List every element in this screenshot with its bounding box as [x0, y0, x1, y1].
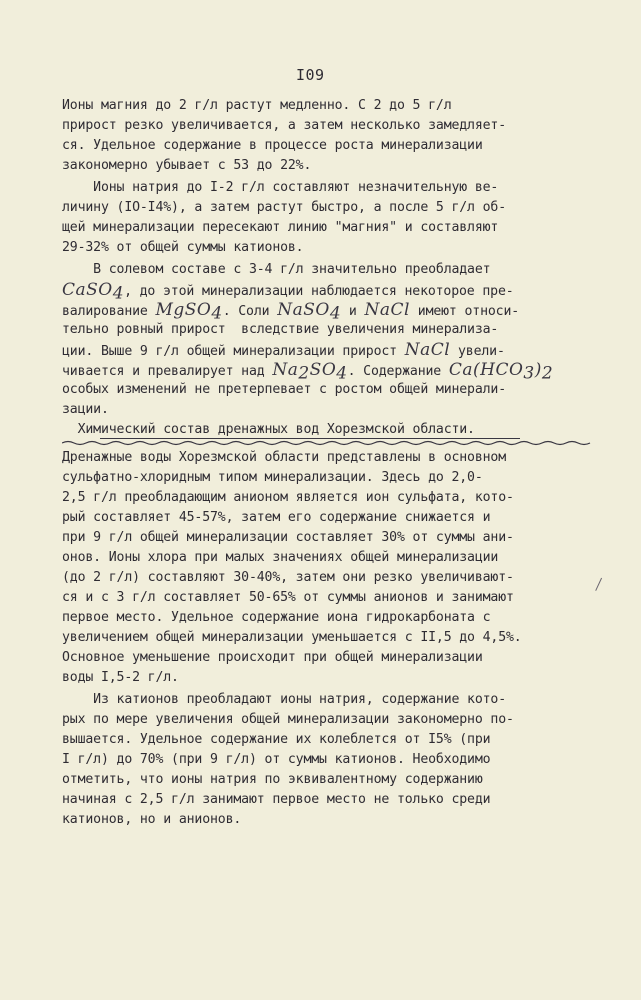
heading-underline	[100, 438, 520, 439]
text-segment: имеют относи-	[409, 304, 520, 319]
handwritten-formula: NaCl	[364, 300, 410, 320]
text-line: зации.	[62, 402, 109, 417]
text-line: первое место. Удельное содержание иона гидрокарбоната с	[62, 610, 491, 625]
text-segment: и	[341, 304, 365, 319]
text-line: закономерно убывает с 53 до 22%.	[62, 158, 312, 173]
text-line: Ионы натрия до I-2 г/л составляют незначительную ве-	[62, 180, 499, 195]
handwritten-formula: 2	[541, 363, 554, 384]
text-line: ся и с 3 г/л составляет 50-65% от суммы анионов и занимают	[62, 590, 514, 605]
handwritten-formula: 4	[211, 303, 223, 324]
text-line: отметить, что ионы натрия по эквивалентному содержанию	[62, 772, 483, 787]
handwritten-formula: 4	[112, 283, 125, 304]
text-line: щей минерализации пересекают линию "магния" и составляют	[62, 220, 499, 235]
text-segment: увели-	[450, 344, 505, 359]
handwritten-formula: )	[534, 360, 542, 380]
margin-mark	[595, 578, 605, 592]
text-line: при 9 г/л общей минерализации составляет 30% от суммы ани-	[62, 530, 514, 545]
handwritten-formula: Na	[272, 360, 299, 380]
text-line: 2,5 г/л преобладающим анионом является ион сульфата, кото-	[62, 490, 514, 505]
text-line: катионов, но и анионов.	[62, 812, 242, 827]
text-line: личину (IO-I4%), а затем растут быстро, а после 5 г/л об-	[62, 200, 507, 215]
text-line	[62, 340, 587, 362]
text-line: Химический состав дренажных вод Хорезмской области.	[62, 422, 475, 437]
text-line: Основное уменьшение происходит при общей минерализации	[62, 650, 483, 665]
text-line: прирост резко увеличивается, а затем несколько замедляет-	[62, 118, 507, 133]
text-segment: чивается и превалирует над	[62, 364, 273, 379]
page-number: I09	[296, 66, 325, 84]
handwritten-formula: 3	[523, 363, 535, 384]
text-segment: . Содержание	[347, 364, 449, 379]
text-line: Из катионов преобладают ионы натрия, содержание кото-	[62, 692, 507, 707]
handwritten-formula: 4	[336, 363, 348, 384]
text-segment: . Соли	[222, 304, 278, 319]
text-line: В солевом составе с 3-4 г/л значительно преобладает	[62, 262, 491, 277]
text-segment: , до этой минерализации наблюдается некоторое пре-	[124, 284, 514, 299]
handwritten-formula: 2	[298, 363, 310, 384]
text-line: тельно ровный прирост вследствие увеличения минерализа-	[62, 322, 499, 337]
text-line: вышается. Удельное содержание их колеблется от I5% (при	[62, 732, 491, 747]
text-line: воды I,5-2 г/л.	[62, 670, 179, 685]
text-line: 29-32% от общей суммы катионов.	[62, 240, 304, 255]
handwritten-formula: 4	[329, 303, 342, 324]
handwritten-formula: MgSO	[155, 300, 212, 320]
text-line: сульфатно-хлоридным типом минерализации. Здесь до 2,0-	[62, 470, 483, 485]
handwritten-formula: SO	[309, 360, 337, 380]
text-line: особых изменений не претерпевает с ростом общей минерали-	[62, 382, 507, 397]
text-line: I г/л) до 70% (при 9 г/л) от суммы катионов. Необходимо	[62, 752, 491, 767]
handwritten-formula: NaCl	[404, 340, 451, 360]
text-line: Ионы магния до 2 г/л растут медленно. С 2 до 5 г/л	[62, 98, 452, 113]
text-line: начиная с 2,5 г/л занимают первое место не только среди	[62, 792, 491, 807]
text-line: ся. Удельное содержание в процессе роста минерализации	[62, 138, 483, 153]
text-line: онов. Ионы хлора при малых значениях общей минерализации	[62, 550, 499, 565]
handwritten-formula: CaSO	[62, 280, 113, 300]
section-divider	[62, 440, 592, 446]
text-segment: ции. Выше 9 г/л общей минерализации прирост	[62, 344, 405, 359]
text-line: (до 2 г/л) составляют 30-40%, затем они резко увеличивают-	[62, 570, 514, 585]
text-segment: валирование	[62, 304, 156, 319]
text-line: рых по мере увеличения общей минерализации закономерно по-	[62, 712, 514, 727]
handwritten-formula: NaSO	[277, 300, 330, 320]
text-line: рый составляет 45-57%, затем его содержание снижается и	[62, 510, 491, 525]
text-line: увеличением общей минерализации уменьшается с II,5 до 4,5%.	[62, 630, 522, 645]
text-line: Дренажные воды Хорезмской области представлены в основном	[62, 450, 507, 465]
handwritten-formula: Ca(HCO	[448, 360, 524, 380]
